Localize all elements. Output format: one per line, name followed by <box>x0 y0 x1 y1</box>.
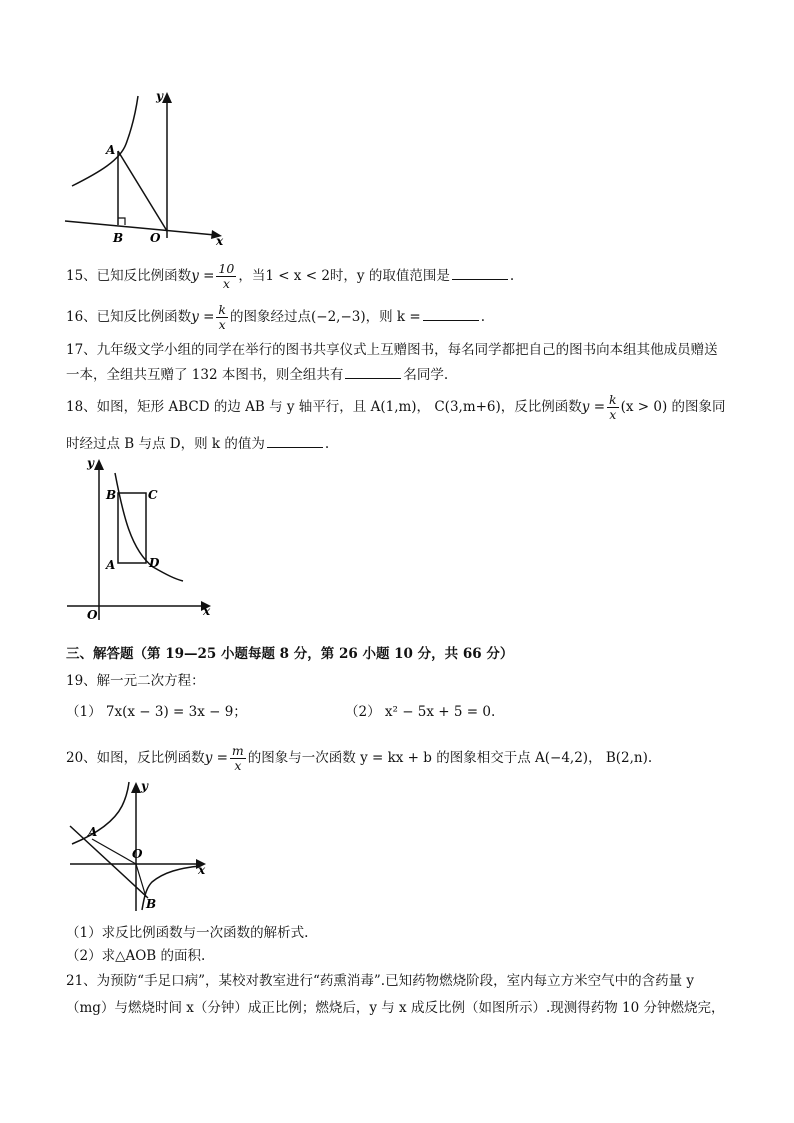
y-axis-arrow <box>94 459 104 470</box>
q15-lhs: y = <box>191 268 215 284</box>
q15-numerator: 10 <box>218 261 235 276</box>
q20-fraction <box>230 744 246 773</box>
question-15 <box>66 262 514 291</box>
label-a: A <box>106 558 116 572</box>
question-19-title: 19、解一元二次方程： <box>66 673 205 689</box>
label-c: C <box>148 488 158 502</box>
label-a: A <box>88 825 98 839</box>
label-y: y <box>141 779 148 793</box>
q16-lhs: y = <box>191 309 215 325</box>
question-21-line-1: 21、为预防“手足口病”，某校对教室进行“药熏消毒”.已知药物燃烧阶段，室内每立方米空气中的含药量 y <box>66 973 694 989</box>
question-18-line-2 <box>66 435 329 453</box>
question-16 <box>66 303 485 332</box>
q16-prefix: 16、已知反比例函数 <box>66 309 192 325</box>
label-b: B <box>106 488 117 502</box>
question-20 <box>66 744 652 773</box>
label-y: y <box>156 89 163 103</box>
question-20-part-1: （1）求反比例函数与一次函数的解析式. <box>66 925 309 941</box>
q15-denominator: x <box>222 276 230 291</box>
question-21-line-2: （mg）与燃烧时间 x（分钟）成正比例；燃烧后，y 与 x 成反比例（如图所示）.现测得药物 10 分钟燃烧完， <box>66 1000 725 1016</box>
q20-prefix: 20、如图，反比例函数 <box>66 750 205 766</box>
label-y: y <box>87 456 94 470</box>
label-o: O <box>132 847 143 861</box>
q18-tail: . <box>324 436 330 452</box>
question-18-line-1 <box>66 393 726 422</box>
q17-answer-blank[interactable] <box>345 366 401 379</box>
q14-figure <box>60 88 235 248</box>
x-axis <box>65 221 215 235</box>
q18-fraction <box>607 393 619 422</box>
q15-fraction <box>216 262 236 291</box>
q18-denominator: x <box>609 407 617 422</box>
question-19-part-1: （1） 7x(x − 3) = 3x − 9； <box>66 704 247 720</box>
q20-lhs: y = <box>204 750 228 766</box>
q18-lhs: y = <box>581 399 606 415</box>
q20-numerator: m <box>231 743 244 758</box>
question-17-line-2 <box>66 366 448 384</box>
q17-tail: 名同学. <box>403 367 449 383</box>
q20-denominator: x <box>234 758 242 773</box>
label-d: D <box>149 556 160 570</box>
hyperbola-curve <box>72 96 138 186</box>
q18-text-3: 时经过点 B 与点 D，则 k 的值为 <box>66 436 265 452</box>
label-x: x <box>216 234 224 248</box>
rectangle-abcd <box>118 493 146 563</box>
label-x: x <box>198 863 206 877</box>
question-20-part-2: （2）求△AOB 的面积. <box>66 948 206 964</box>
q16-answer-blank[interactable] <box>423 308 479 321</box>
q20-text: 的图象与一次函数 y = kx + b 的图象相交于点 A(−4,2)， B(2,n). <box>247 750 653 766</box>
q18-numerator: k <box>609 392 617 407</box>
label-o: O <box>87 608 98 622</box>
q18-answer-blank[interactable] <box>267 435 323 448</box>
q18-figure <box>75 455 220 625</box>
right-angle-mark <box>118 218 125 225</box>
label-o: O <box>150 231 161 245</box>
question-17-line-1: 17、九年级文学小组的同学在举行的图书共享仪式上互赠图书，每名同学都把自己的图书向本组其他成员赠送 <box>66 342 718 358</box>
q15-answer-blank[interactable] <box>452 267 508 280</box>
q16-tail: . <box>480 309 485 325</box>
q20-figure <box>66 776 216 916</box>
label-b: B <box>146 897 157 911</box>
q18-text-2: (x > 0) 的图象同 <box>620 399 726 415</box>
q15-text: ，当1 < x < 2时，y 的取值范围是 <box>238 268 450 284</box>
q15-tail: . <box>509 268 515 284</box>
q16-text: 的图象经过点(−2,−3)，则 k = <box>230 309 421 325</box>
label-a: A <box>106 143 116 157</box>
q17-text: 一本，全组共互赠了 132 本图书，则全组共有 <box>66 367 344 383</box>
q16-fraction <box>216 303 228 332</box>
section-3-title: 三、解答题（第 19—25 小题每题 8 分，第 26 小题 10 分，共 66 分） <box>66 646 514 662</box>
y-axis-arrow <box>162 92 172 103</box>
q18-text: 18、如图，矩形 ABCD 的边 AB 与 y 轴平行，且 A(1,m)， C(3,m+6)，反比例函数 <box>66 399 582 415</box>
q16-numerator: k <box>218 302 226 317</box>
question-19-part-2: （2） x² − 5x + 5 = 0. <box>345 704 496 720</box>
label-x: x <box>203 604 211 618</box>
y-axis-arrow <box>131 782 141 793</box>
q15-prefix: 15、已知反比例函数 <box>66 268 192 284</box>
q16-denominator: x <box>218 317 226 332</box>
label-b: B <box>113 231 124 245</box>
hyperbola-branch-left <box>72 782 129 844</box>
